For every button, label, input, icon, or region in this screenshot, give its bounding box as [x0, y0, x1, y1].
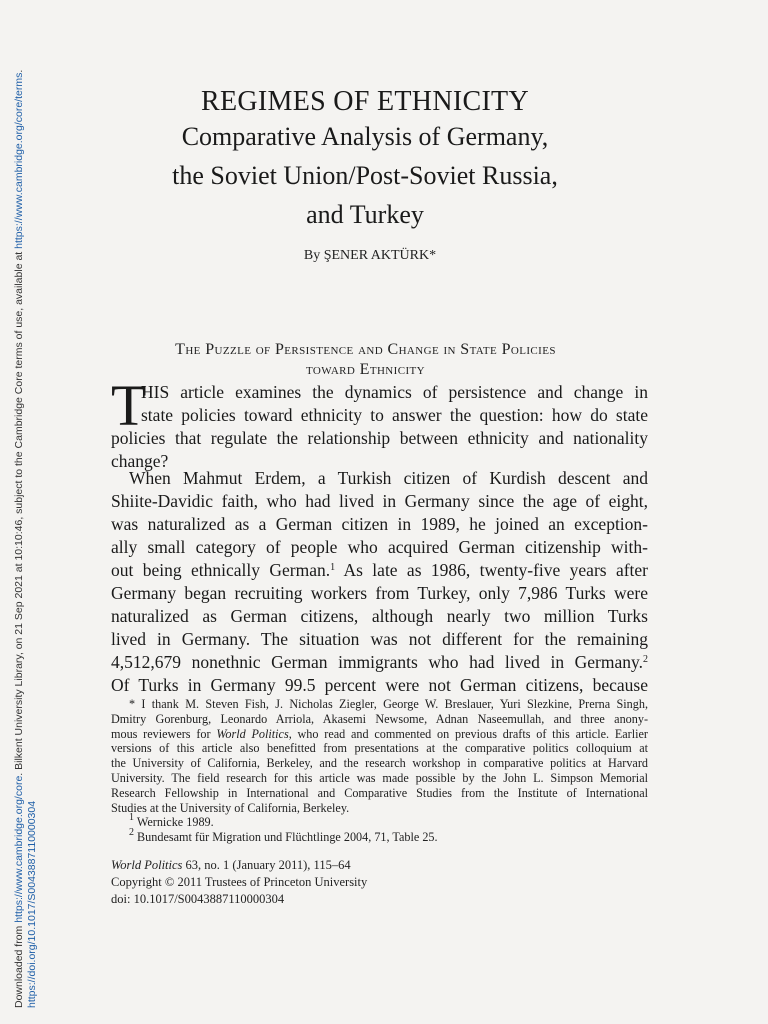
footnote-ref-2[interactable]: 2: [643, 654, 648, 665]
footnote-ref-1[interactable]: 1: [330, 562, 336, 573]
footnote-1-number: 1: [129, 812, 134, 824]
citation-block: [111, 857, 367, 908]
citation-journal-name: World Politics: [111, 858, 183, 872]
cambridge-core-link[interactable]: https://www.cambridge.org/core: [13, 775, 25, 923]
paragraph-2-line-4: ally small category of people who acquired German citizenship with-: [111, 537, 648, 557]
paragraph-1: [111, 373, 648, 473]
paragraph-2-line-5: [111, 559, 648, 582]
paragraph-2-line-9-text: 4,512,679 nonethnic German immigrants who had lived in Germany.: [111, 652, 643, 672]
acknowledgment-line-3-pre: mous reviewers for: [111, 726, 217, 741]
paragraph-2-line-2: Shiite-Davidic faith, who had lived in Germany since the age of eight,: [111, 491, 648, 511]
paragraph-2-line-5-rest: As late as 1986, twenty-five years after: [335, 560, 648, 580]
drop-cap: T: [111, 373, 147, 438]
section-heading-line-1: The Puzzle of Persistence and Change in State Policies: [175, 341, 556, 358]
footnote-1-text: Wernicke 1989.: [134, 815, 214, 830]
doi-link[interactable]: https://doi.org/10.1017/S0043887110000304: [26, 800, 38, 1008]
acknowledgment-line-8: Studies at the University of California, Berkeley.: [111, 800, 350, 815]
cambridge-terms-link[interactable]: https://www.cambridge.org/core/terms: [13, 72, 25, 249]
download-notice-prefix: Downloaded from: [13, 922, 25, 1008]
acknowledgment-line-7: Research Fellowship in International and Comparative Studies from the Institute of International: [111, 785, 648, 800]
author-byline: By ŞENER AKTÜRK*: [303, 248, 437, 263]
paragraph-2-line-5-text: out being ethnically German.: [111, 560, 331, 580]
paragraph-2-line-3: was naturalized as a German citizen in 1989, he joined an exception-: [111, 514, 648, 534]
article-subtitle-line-1: Comparative Analysis of Germany,: [181, 122, 549, 151]
paragraph-1-line-4: change?: [111, 451, 169, 471]
download-notice-middle: . Bilkent University Library, on 21 Sep 2021 at 10:10:46, subject to the Cambridge Core terms of use, available at: [13, 248, 25, 776]
journal-name: World Politics: [216, 726, 289, 741]
paragraph-2: [111, 467, 648, 697]
acknowledgment-line-4: versions of this article also benefitted from presentations at the comparative politics colloquium at: [111, 741, 648, 756]
acknowledgment-line-1: * I thank M. Steven Fish, J. Nicholas Ziegler, George W. Breslauer, Yuri Slezkine, Prerna Singh,: [129, 697, 648, 711]
acknowledgment-line-5: the University of California, Berkeley, and the research workshop in comparative politics at Harvard: [111, 756, 648, 771]
paragraph-1-line-3: policies that regulate the relationship between ethnicity and nationality: [111, 428, 648, 448]
copyright-notice: Copyright © 2011 Trustees of Princeton University: [111, 875, 368, 889]
paragraph-2-line-10: Of Turks in Germany 99.5 percent were not German citizens, because: [111, 675, 648, 695]
download-notice-suffix: .: [13, 69, 25, 73]
journal-citation: [111, 857, 367, 874]
section-heading: [88, 340, 643, 380]
paragraph-2-line-1: When Mahmut Erdem, a Turkish citizen of Kurdish descent and: [129, 468, 648, 488]
acknowledgment-line-2: Dmitry Gorenburg, Leonardo Arriola, Akasemi Newsome, Adnan Naseemullah, and three anony-: [111, 711, 648, 726]
article-title: REGIMES OF ETHNICITY: [201, 86, 529, 117]
paragraph-1-line-1: HIS article examines the dynamics of persistence and change in: [141, 382, 648, 402]
paragraph-2-line-7: naturalized as German citizens, although nearly two million Turks: [111, 606, 648, 626]
acknowledgment-line-3-post: , who read and commented on previous drafts of this article. Earlier: [288, 726, 648, 741]
citation-volume-info: 63, no. 1 (January 2011), 115–64: [182, 858, 351, 872]
article-subtitle-line-3: and Turkey: [306, 200, 424, 229]
doi-text: doi: 10.1017/S0043887110000304: [111, 892, 285, 906]
footnote-2-text: Bundesamt für Migration und Flüchtlinge 2004, 71, Table 25.: [134, 830, 438, 845]
paragraph-2-line-8: lived in Germany. The situation was not different for the remaining: [111, 629, 648, 649]
paragraph-2-line-6: Germany began recruiting workers from Turkey, only 7,986 Turks were: [111, 583, 648, 603]
footnote-2: [111, 827, 648, 845]
footnotes: [111, 697, 648, 845]
footnote-2-number: 2: [129, 827, 134, 839]
acknowledgment-line-3: [111, 727, 648, 742]
acknowledgment-line-6: University. The field research for this article was made possible by the John L. Simpson Memorial: [111, 770, 648, 785]
paragraph-1-line-2: state policies toward ethnicity to answer the question: how do state: [141, 405, 648, 425]
article-subtitle-line-2: the Soviet Union/Post-Soviet Russia,: [172, 161, 558, 190]
section-heading-line-2: toward Ethnicity: [306, 361, 425, 378]
footnote-1: [111, 812, 648, 830]
paragraph-2-line-9: [111, 651, 648, 674]
